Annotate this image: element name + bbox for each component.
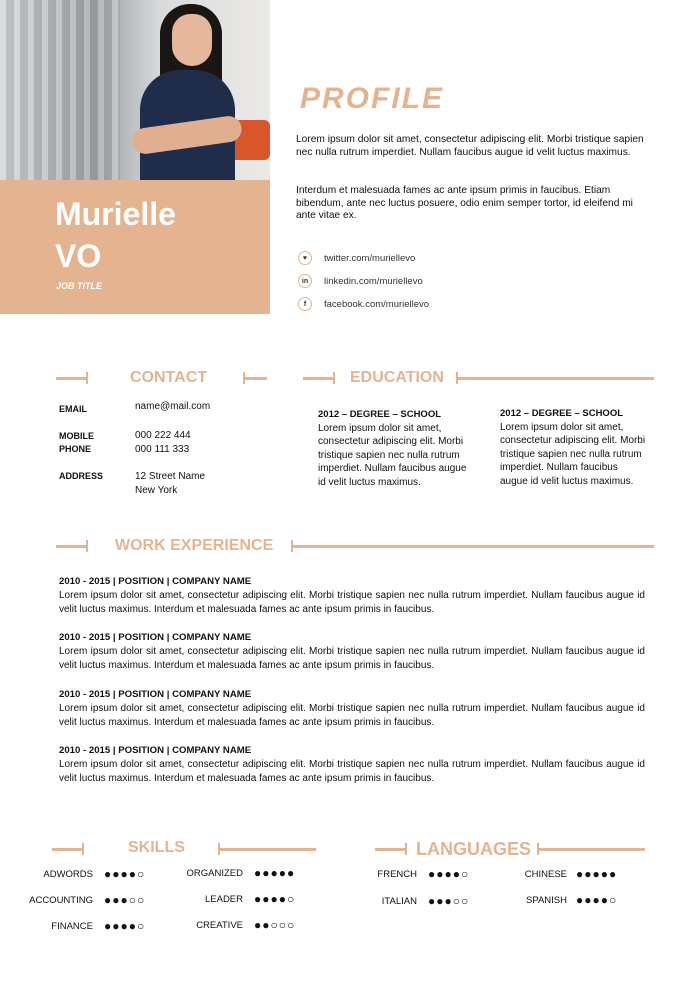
skill-name-6: CREATIVE: [196, 920, 243, 931]
profile-paragraph-2: Interdum et malesuada fames ac ante ipsum primis in faucibus. Etiam bibendum, ante nec luctus posuere, odio enim semper tortor, id eleifend mi ante vitae ex.: [296, 185, 633, 221]
skill-rating-4: ●●●●●: [254, 866, 296, 880]
work-item-1: [59, 575, 645, 617]
facebook-icon: f: [298, 297, 312, 311]
education-rule-left: [303, 377, 335, 380]
skill-name-1: ADWORDS: [43, 869, 93, 880]
skills-rule-left: [52, 848, 84, 851]
work-title-4: 2010 - 2015 | POSITION | COMPANY NAME: [59, 745, 252, 756]
social-facebook[interactable]: [298, 295, 429, 313]
languages-tick-left: [405, 843, 407, 855]
phone-value-1: 000 222 444: [135, 430, 191, 441]
work-rule-left: [56, 545, 88, 548]
work-text-4: Lorem ipsum dolor sit amet, consectetur adipiscing elit. Morbi tristique sapien nec nulla rutrum imperdiet. Nullam faucibus augue id velit luctus maximus. Interdum et malesuada fames ac ante ipsum primis in faucibus.: [59, 759, 645, 784]
languages-rule-left: [375, 848, 407, 851]
contact-heading: CONTACT: [130, 369, 208, 386]
education-heading: EDUCATION: [350, 369, 444, 386]
work-rule-right: [291, 545, 654, 548]
language-rating-4: ●●●●○: [576, 893, 618, 907]
last-name: VO: [55, 238, 102, 274]
languages-rule-right: [537, 848, 645, 851]
language-name-1: FRENCH: [377, 869, 417, 880]
phone-value-2: 000 111 333: [135, 444, 190, 455]
education-tick-left: [333, 372, 335, 384]
phone-label-1: MOBILE: [59, 431, 94, 441]
first-name: Murielle: [55, 196, 176, 232]
profile-photo: [0, 0, 270, 180]
contact-rule-right: [243, 377, 267, 380]
social-linkedin[interactable]: [298, 272, 423, 290]
skill-name-2: ACCOUNTING: [29, 895, 93, 906]
job-title: JOB TITLE: [56, 281, 103, 291]
social-twitter[interactable]: [298, 249, 415, 267]
email-value[interactable]: name@mail.com: [135, 401, 211, 412]
skill-name-5: LEADER: [204, 894, 243, 905]
twitter-link[interactable]: twitter.com/muriellevo: [324, 252, 416, 264]
skills-heading: SKILLS: [128, 839, 185, 856]
contact-tick-left: [86, 372, 88, 384]
education-text-1: Lorem ipsum dolor sit amet, consectetur adipiscing elit. Morbi tristique sapien nec nulla rutrum imperdiet. Nullam faucibus augue id velit luctus maximus.: [318, 422, 467, 488]
skill-rating-3: ●●●●○: [104, 919, 146, 933]
skill-name-3: FINANCE: [51, 921, 93, 932]
language-name-3: CHINESE: [524, 869, 567, 880]
work-title-3: 2010 - 2015 | POSITION | COMPANY NAME: [59, 689, 252, 700]
work-item-3: [59, 688, 645, 730]
language-name-4: SPANISH: [525, 895, 567, 906]
work-item-2: [59, 631, 645, 673]
work-text-3: Lorem ipsum dolor sit amet, consectetur adipiscing elit. Morbi tristique sapien nec nulla rutrum imperdiet. Nullam faucibus augue id velit luctus maximus. Interdum et malesuada fames ac ante ipsum primis in faucibus.: [59, 703, 645, 728]
work-title-2: 2010 - 2015 | POSITION | COMPANY NAME: [59, 632, 252, 643]
education-item-1: [318, 408, 468, 489]
skill-name-4: ORGANIZED: [186, 868, 243, 879]
profile-paragraph-1: Lorem ipsum dolor sit amet, consectetur adipiscing elit. Morbi tristique sapien nec nulla rutrum imperdiet. Nullam faucibus augue id velit luctus maximus.: [296, 134, 644, 158]
language-name-2: ITALIAN: [381, 896, 417, 907]
skill-rating-6: ●●○○○: [254, 918, 296, 932]
skill-rating-2: ●●●○○: [104, 893, 146, 907]
address-line-1: 12 Street Name: [135, 471, 206, 482]
work-text-2: Lorem ipsum dolor sit amet, consectetur adipiscing elit. Morbi tristique sapien nec nulla rutrum imperdiet. Nullam faucibus augue id velit luctus maximus. Interdum et malesuada fames ac ante ipsum primis in faucibus.: [59, 646, 645, 671]
education-title-2: 2012 – DEGREE – SCHOOL: [500, 408, 624, 419]
work-item-4: [59, 744, 645, 786]
linkedin-icon: in: [298, 274, 312, 288]
skills-tick-left: [82, 843, 84, 855]
languages-heading: LANGUAGES: [416, 839, 532, 859]
address-label: ADDRESS: [59, 471, 104, 481]
work-title-1: 2010 - 2015 | POSITION | COMPANY NAME: [59, 576, 252, 587]
skills-rule-right: [218, 848, 316, 851]
facebook-link[interactable]: facebook.com/muriellevo: [324, 298, 430, 310]
profile-heading: PROFILE: [300, 82, 445, 115]
phone-label-2: PHONE: [59, 444, 92, 454]
language-rating-1: ●●●●○: [428, 867, 470, 881]
work-tick-left: [86, 540, 88, 552]
work-text-1: Lorem ipsum dolor sit amet, consectetur adipiscing elit. Morbi tristique sapien nec nulla rutrum imperdiet. Nullam faucibus augue id velit luctus maximus. Interdum et malesuada fames ac ante ipsum primis in faucibus.: [59, 590, 645, 615]
education-item-2: [500, 407, 648, 488]
linkedin-link[interactable]: linkedin.com/muriellevo: [324, 275, 423, 287]
twitter-icon: ♥: [298, 251, 312, 265]
skill-rating-1: ●●●●○: [104, 867, 146, 881]
language-rating-2: ●●●○○: [428, 894, 470, 908]
language-rating-3: ●●●●●: [576, 867, 618, 881]
work-heading: WORK EXPERIENCE: [115, 537, 274, 554]
education-text-2: Lorem ipsum dolor sit amet, consectetur adipiscing elit. Morbi tristique sapien nec nulla rutrum imperdiet. Nullam faucibus augue id velit luctus maximus.: [500, 421, 646, 487]
address-line-2: New York: [135, 485, 178, 496]
education-title-1: 2012 – DEGREE – SCHOOL: [318, 409, 442, 420]
education-rule-right: [456, 377, 654, 380]
skill-rating-5: ●●●●○: [254, 892, 296, 906]
contact-rule-left: [56, 377, 88, 380]
email-label: EMAIL: [59, 404, 87, 414]
